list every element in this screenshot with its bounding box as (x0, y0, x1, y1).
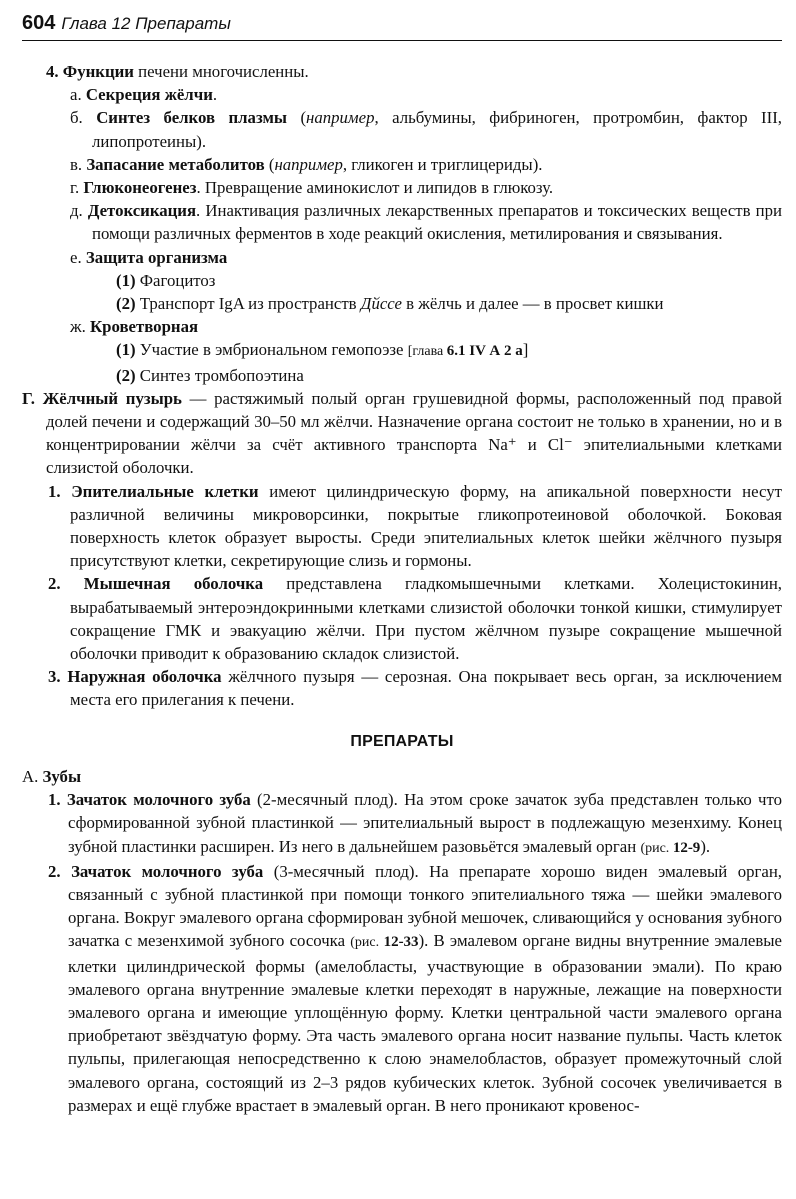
liver-function-zh-1 (22, 338, 782, 363)
teeth-heading (22, 765, 782, 788)
term: Эпителиальные клетки (71, 481, 259, 501)
liver-function-a (22, 83, 782, 106)
term: Мышечная оболочка (83, 574, 264, 594)
liver-function-zh-2 (22, 364, 782, 387)
term: Жёлчный пузырь (42, 388, 182, 408)
item-label: д. (70, 201, 83, 221)
term: Функции (62, 62, 134, 81)
item-label: г. (70, 178, 80, 198)
gallbladder-paragraph (22, 387, 782, 480)
cross-reference-target: 6.1 IV А 2 а (446, 343, 523, 360)
item-number: 2. (48, 574, 61, 594)
text: Синтез тромбопоэтина (135, 365, 304, 385)
cross-reference: [глава (407, 344, 447, 360)
header-rule (22, 40, 782, 41)
term: Детоксикация (87, 201, 197, 221)
text: ). (700, 836, 711, 856)
section-heading: ПРЕПАРАТЫ (350, 732, 454, 750)
example-word: например (306, 108, 375, 128)
liver-function-g (22, 176, 782, 199)
sub-number: (1) (116, 340, 136, 360)
item-label: а. (70, 85, 82, 105)
item-number: 3. (48, 667, 61, 687)
chapter-title: Глава 12 Препараты (61, 14, 231, 33)
sub-number: (1) (116, 270, 136, 290)
liver-function-v (22, 153, 782, 176)
teeth-item-2 (22, 860, 782, 1117)
figure-number: 12-9 (672, 839, 701, 856)
text: ( (264, 154, 275, 174)
sub-number: (2) (116, 365, 136, 385)
item-number: 1. (48, 481, 61, 501)
term: Зубы (42, 766, 82, 786)
text: печени многочисленны. (133, 62, 309, 81)
text: жёлчного пузыря — серозная. Она покрывает весь орган, за исключением места его прилегания к печени. (70, 667, 782, 710)
term: Наружная оболочка (67, 667, 222, 687)
item-label: б. (70, 108, 83, 128)
item-number: 4. (46, 62, 59, 81)
sub-number: (2) (116, 294, 136, 314)
item-label: е. (70, 247, 82, 267)
text: ( (287, 108, 307, 128)
liver-functions-heading (22, 60, 782, 83)
figure-reference: (рис. (350, 935, 384, 951)
section-letter: А. (22, 766, 39, 786)
text: (2-месячный плод). На этом сроке зачаток зуба представлен только что сформированной зубной пластинкой — эпителиальный вырост в подлежащую мезенхиму. Конец зубной пластинки расширен. Из него в дальнейшем разовьётся эмалевый орган (68, 790, 782, 856)
term: Кроветворная (90, 317, 199, 337)
item-number: 1. (48, 790, 61, 810)
text: . Превращение аминокислот и липидов в глюкозу. (196, 178, 554, 198)
page-number: 604 (22, 12, 56, 34)
gallbladder-item-1 (22, 480, 782, 573)
page-body (22, 60, 782, 1117)
term: Зачаток молочного зуба (71, 861, 264, 881)
item-number: 2. (48, 861, 61, 881)
text: (3-месячный плод). На препарате хорошо виден эмалевый орган, связанный с зубной пластинкой при помощи тонкого эпителиального тяжа — шейки эмалевого органа. Вокруг эмалевого органа сформирован зубной мешочек, сливающийся у основания зубного зачатка с мезенхимой зубного сосочка (68, 861, 782, 951)
text: Участие в эмбриональном гемопоэзе (135, 340, 408, 360)
text: Транспорт IgA из пространств (135, 294, 361, 314)
figure-reference: (рис. (640, 840, 673, 856)
term: Запасание метаболитов (86, 154, 265, 174)
text: ] (522, 340, 529, 360)
term: Защита организма (85, 247, 228, 267)
section-letter: Г. (22, 388, 35, 408)
text: имеют цилиндрическую форму, на апикальной поверхности несут различной величины микроворсинки, покрытые гликопротеиновой оболочкой. Боковая поверхность клеток образует выросты. Среди эпителиальных клеток шейки жёлчного пузыря присутствуют клетки, секретирующие слизь и гормоны. (70, 481, 782, 571)
text: представлена гладкомышечными клетками. Холецистокинин, вырабатываемый энтероэндокринными клетками слизистой оболочки тонкой кишки, стимулирует сокращение ГМК и эвакуацию жёлчи. При пустом жёлчном пузыре сокращение мышечной оболочки приводит к образованию складок слизистой. (70, 574, 782, 664)
text: В эмалевом органе видны внутренние эмалевые клетки цилиндрической формы (амелобласты, участвующие в образовании эмали). По краю эмалевого органа внутренние эмалевые клетки переходят в наружные, лежащие на поверхности эмалевого органа и имеющие уплощённую форму. Клетки центральной части эмалевого органа приобретают звёздчатую форму. Эта часть эмалевого органа носит название пульпы. Часть клеток пульпы, прилегающая непосредственно к слою энамелобластов, образует промежуточный слой эмалевого органа, состоящий из 2–3 рядов кубических клеток. Зубной сосочек увеличивается в размерах и ещё глубже врастает в эмалевый орган. В него проникают кровенос- (68, 931, 782, 1115)
text: — растяжимый полый орган грушевидной формы, расположенный под правой долей печени и содержащий 30–50 мл жёлчи. Назначение органа состоит не только в хранении, но и в концентрировании жёлчи за счёт активного транспорта Na⁺ и Cl⁻ эпителиальными клетками слизистой оболочки. (46, 388, 783, 478)
gallbladder-item-3 (22, 665, 782, 711)
running-header (22, 12, 782, 42)
liver-function-e-2 (22, 292, 782, 315)
text: ). (418, 931, 429, 951)
liver-function-e (22, 246, 782, 269)
text: . Инактивация различных лекарственных препаратов и токсических веществ при помощи различных ферментов в ходе реакций окисления, метилирования и связывания. (92, 201, 782, 244)
item-label: ж. (70, 317, 86, 337)
liver-function-e-1 (22, 269, 782, 292)
liver-function-d (22, 199, 782, 245)
text: . (212, 85, 218, 105)
liver-function-b (22, 106, 782, 152)
figure-number: 12-33 (383, 934, 419, 951)
text: , альбумины, фибриноген, протромбин, фактор III, липопротеины). (92, 108, 782, 151)
text: Фагоцитоз (135, 270, 216, 290)
gallbladder-item-2 (22, 572, 782, 665)
eponym: Дйссе (360, 294, 402, 314)
text: в жёлчь и далее — в просвет кишки (401, 294, 664, 314)
teeth-item-1 (22, 788, 782, 860)
example-word: например (274, 154, 343, 174)
item-label: в. (70, 154, 83, 174)
term: Синтез белков плазмы (96, 108, 287, 128)
text: , гликоген и триглицериды). (342, 154, 543, 174)
term: Секреция жёлчи (85, 85, 213, 105)
term: Глюконеогенез (83, 178, 197, 198)
liver-function-zh (22, 315, 782, 338)
term: Зачаток молочного зуба (66, 790, 251, 810)
